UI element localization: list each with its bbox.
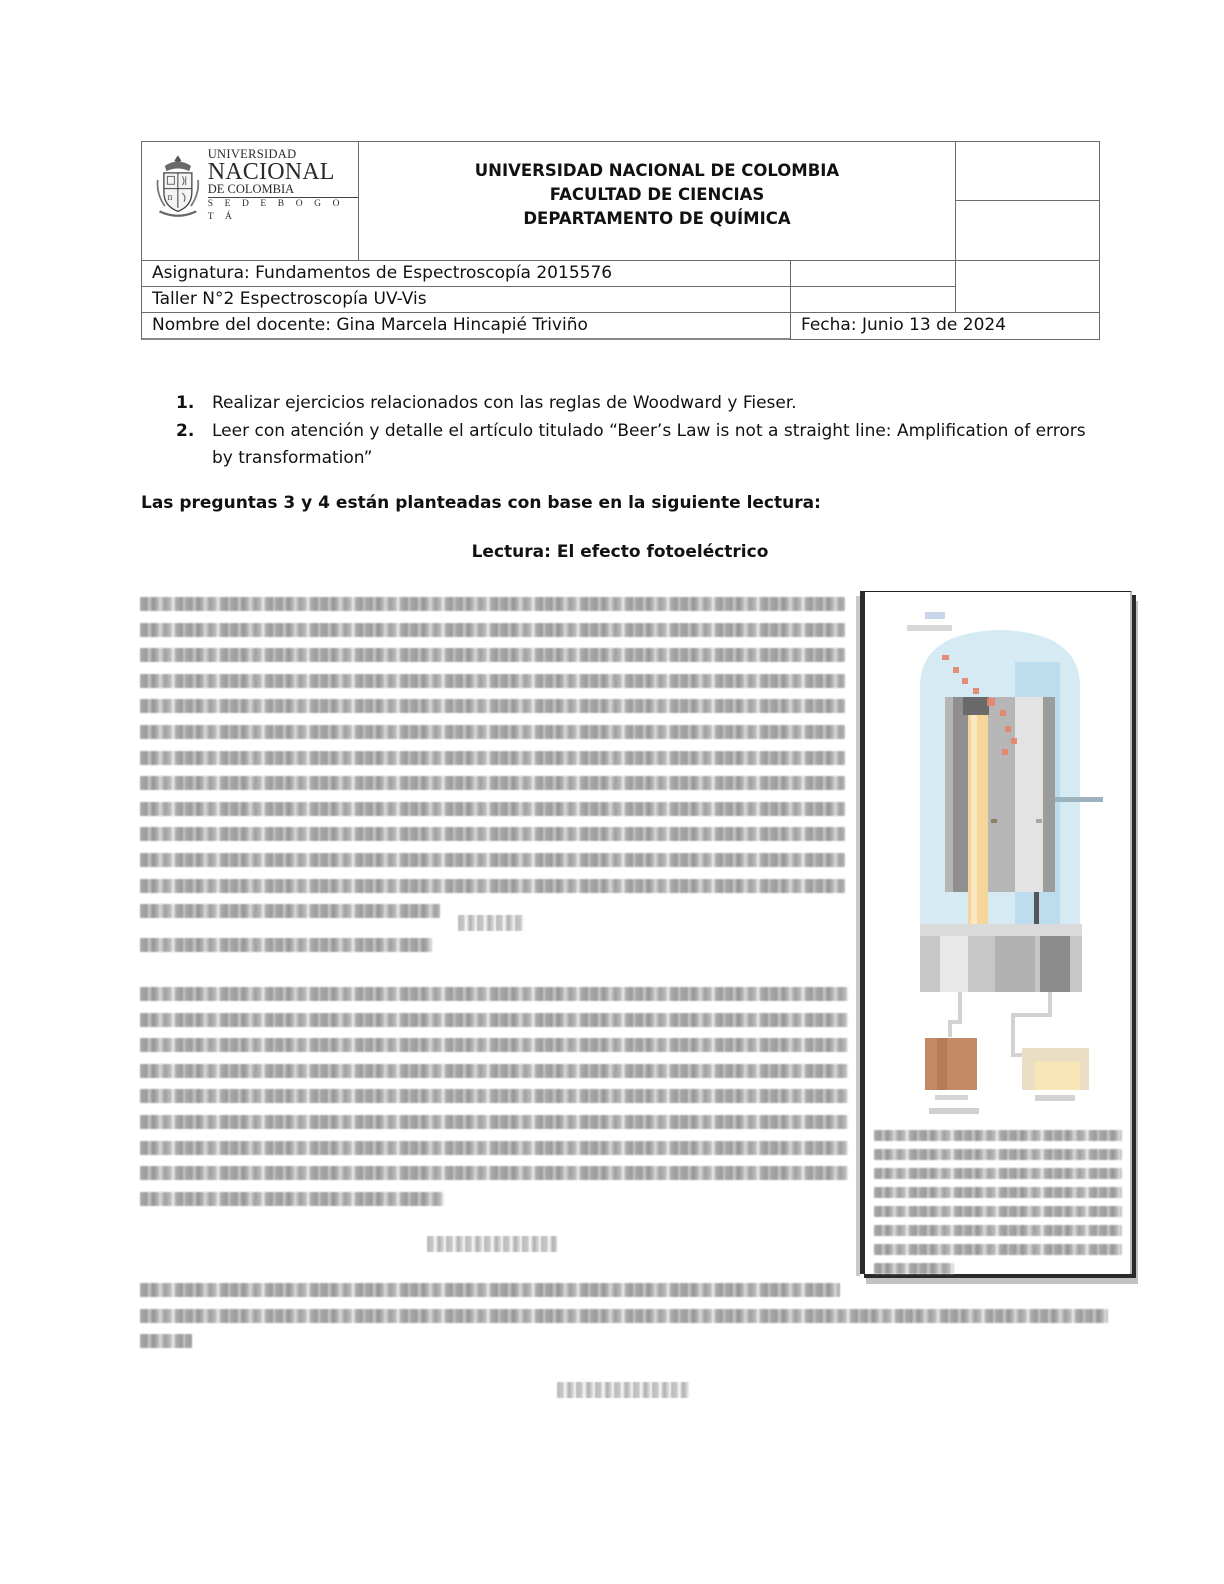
task-text: Leer con atención y detalle el artículo titulado “Beer’s Law is not a straight line: Amplification of errors by transformation” xyxy=(212,420,1086,468)
reading-title: Lectura: El efecto fotoeléctrico xyxy=(471,542,769,562)
blurred-paragraph-1 xyxy=(140,597,850,930)
figure-caption-blurred xyxy=(874,1130,1124,1282)
empty-cell-mid-1 xyxy=(790,260,956,287)
logo-text-universidad: UNIVERSIDAD xyxy=(207,147,297,161)
university-logo xyxy=(156,148,358,224)
title-faculty: FACULTAD DE CIENCIAS xyxy=(549,185,765,204)
logo-cell xyxy=(141,141,359,261)
battery-icon xyxy=(925,1038,977,1090)
logo-text-nacional: NACIONAL xyxy=(207,159,335,185)
title-department: DEPARTAMENTO DE QUÍMICA xyxy=(523,209,791,228)
coat-of-arms-icon xyxy=(156,149,200,223)
task-item xyxy=(176,390,1106,418)
blurred-formula-2 xyxy=(427,1236,557,1252)
phototube-diagram xyxy=(865,592,1130,1127)
workshop-row: Taller N°2 Espectroscopía UV-Vis xyxy=(141,286,791,313)
title-university: UNIVERSIDAD NACIONAL DE COLOMBIA xyxy=(474,161,840,180)
course-row: Asignatura: Fundamentos de Espectroscopía 2015576 xyxy=(141,260,791,287)
task-number: 1. xyxy=(176,393,195,413)
date-cell: Fecha: Junio 13 de 2024 xyxy=(790,312,1100,340)
blurred-paragraph-2 xyxy=(140,987,848,1217)
teacher-row: Nombre del docente: Gina Marcela Hincapié Triviño xyxy=(141,312,791,340)
empty-cell-top-right-2 xyxy=(955,200,1100,261)
blurred-paragraph-3 xyxy=(140,1283,1108,1360)
empty-cell-right xyxy=(955,260,1100,313)
header-table xyxy=(141,141,1100,341)
blurred-line xyxy=(140,938,432,964)
task-list xyxy=(176,390,1106,473)
institution-title-cell xyxy=(358,141,956,261)
logo-text-sede-bogota: S E D E B O G O T Á xyxy=(207,199,345,222)
task-text: Realizar ejercicios relacionados con las reglas de Woodward y Fieser. xyxy=(212,393,797,413)
svg-text:π: π xyxy=(167,192,173,202)
blurred-formula-1 xyxy=(458,915,524,931)
task-item xyxy=(176,418,1106,473)
empty-cell-mid-2 xyxy=(790,286,956,313)
blurred-formula-3 xyxy=(557,1382,689,1398)
empty-cell-top-right-1 xyxy=(955,141,1100,201)
logo-text-de-colombia: DE COLOMBIA xyxy=(208,183,358,198)
questions-intro: Las preguntas 3 y 4 están planteadas con base en la siguiente lectura: xyxy=(141,493,821,513)
task-number: 2. xyxy=(176,420,195,441)
phototube-figure xyxy=(860,591,1132,1274)
